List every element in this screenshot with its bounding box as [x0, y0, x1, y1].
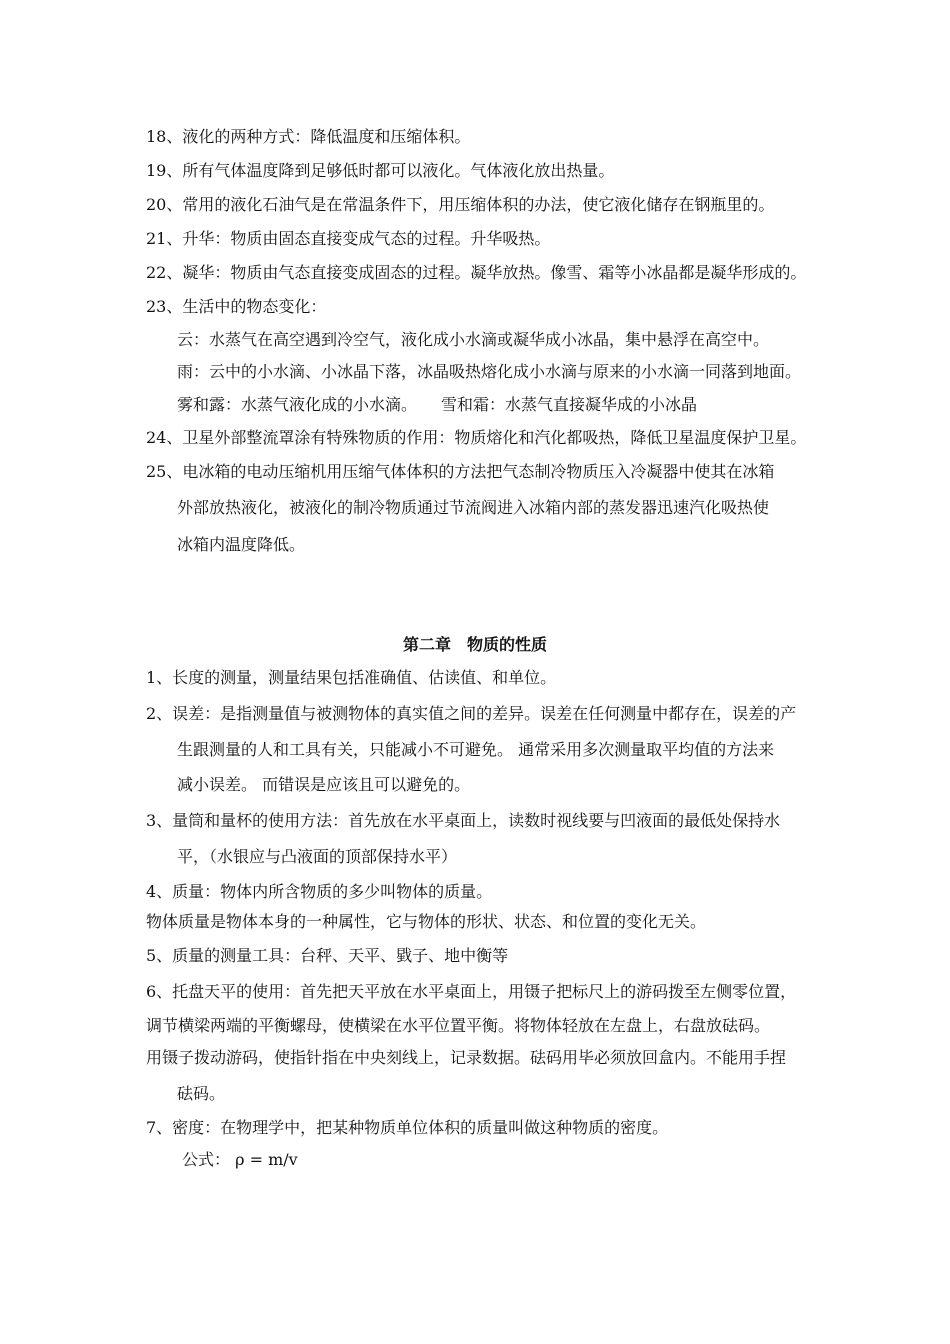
paragraph-ch2-item-2-line-2: 生跟测量的人和工具有关，只能减小不可避免。 通常采用多次测量取平均值的方法来 [177, 740, 775, 759]
paragraph-ch2-item-4-note: 物体质量是物体本身的一种属性，它与物体的形状、状态、和位置的变化无关。 [146, 912, 707, 931]
paragraph-ch2-item-6-line-3: 用镊子拨动游码，使指针指在中央刻线上，记录数据。砝码用毕必须放回盒内。不能用手捏 [146, 1048, 787, 1067]
paragraph-ch2-item-5: 5、质量的测量工具：台秤、天平、戥子、地中衡等 [146, 946, 509, 965]
paragraph-ch2-item-3-line-1: 3、量筒和量杯的使用方法：首先放在水平桌面上，读数时视线要与凹液面的最低处保持水 [146, 811, 781, 830]
paragraph-ch2-item-1: 1、长度的测量，测量结果包括准确值、估读值、和单位。 [146, 668, 557, 687]
paragraph-item-25-line-2: 外部放热液化，被液化的制冷物质通过节流阀进入冰箱内部的蒸发器迅速汽化吸热使 [177, 498, 770, 517]
paragraph-ch2-item-7: 7、密度：在物理学中，把某种物质单位体积的质量叫做这种物质的密度。 [146, 1118, 669, 1137]
paragraph-item-23: 23、生活中的物态变化： [146, 297, 327, 316]
paragraph-item-23-cloud: 云：水蒸气在高空遇到冷空气，液化成小水滴或凝华成小冰晶，集中悬浮在高空中。 [177, 330, 770, 349]
paragraph-item-19: 19、所有气体温度降到足够低时都可以液化。气体液化放出热量。 [146, 161, 615, 180]
paragraph-item-20: 20、常用的液化石油气是在常温条件下，用压缩体积的办法，使它液化储存在钢瓶里的。 [146, 195, 775, 214]
paragraph-ch2-item-6-line-2: 调节横梁两端的平衡螺母，使横梁在水平位置平衡。将物体轻放在左盘上，右盘放砝码。 [146, 1016, 771, 1035]
paragraph-ch2-item-2-line-1: 2、误差：是指测量值与被测物体的真实值之间的差异。误差在任何测量中都存在，误差的产 [146, 704, 797, 723]
paragraph-item-21: 21、升华：物质由固态直接变成气态的过程。升华吸热。 [146, 229, 551, 248]
density-formula: 公式： ρ = m/v [182, 1150, 298, 1169]
paragraph-ch2-item-4: 4、质量：物体内所含物质的多少叫物体的质量。 [146, 882, 493, 901]
paragraph-ch2-item-6-line-1: 6、托盘天平的使用：首先把天平放在水平桌面上，用镊子把标尺上的游码拨至左侧零位置， [146, 982, 797, 1001]
paragraph-item-24: 24、卫星外部整流罩涂有特殊物质的作用：物质熔化和汽化都吸热，降低卫星温度保护卫星。 [146, 428, 807, 447]
paragraph-ch2-item-3-line-2: 平，（水银应与凸液面的顶部保持水平） [177, 847, 458, 866]
paragraph-item-23-rain: 雨：云中的小水滴、小冰晶下落，冰晶吸热熔化成小水滴与原来的小水滴一同落到地面。 [177, 362, 802, 381]
paragraph-item-23-fog-snow: 雾和露：水蒸气液化成的小水滴。 雪和霜：水蒸气直接凝华成的小冰晶 [177, 395, 698, 414]
paragraph-item-22: 22、凝华：物质由气态直接变成固态的过程。凝华放热。像雪、霜等小冰晶都是凝华形成的。 [146, 263, 807, 282]
paragraph-ch2-item-6-line-4: 砝码。 [177, 1084, 226, 1103]
paragraph-item-25-line-1: 25、电冰箱的电动压缩机用压缩气体体积的方法把气态制冷物质压入冷凝器中使其在冰箱 [146, 462, 775, 481]
paragraph-ch2-item-2-line-3: 减小误差。 而错误是应该且可以避免的。 [177, 775, 471, 794]
paragraph-item-18: 18、液化的两种方式：降低温度和压缩体积。 [146, 127, 471, 146]
chapter-title: 第二章 物质的性质 [402, 635, 547, 654]
paragraph-item-25-line-3: 冰箱内温度降低。 [177, 535, 306, 554]
